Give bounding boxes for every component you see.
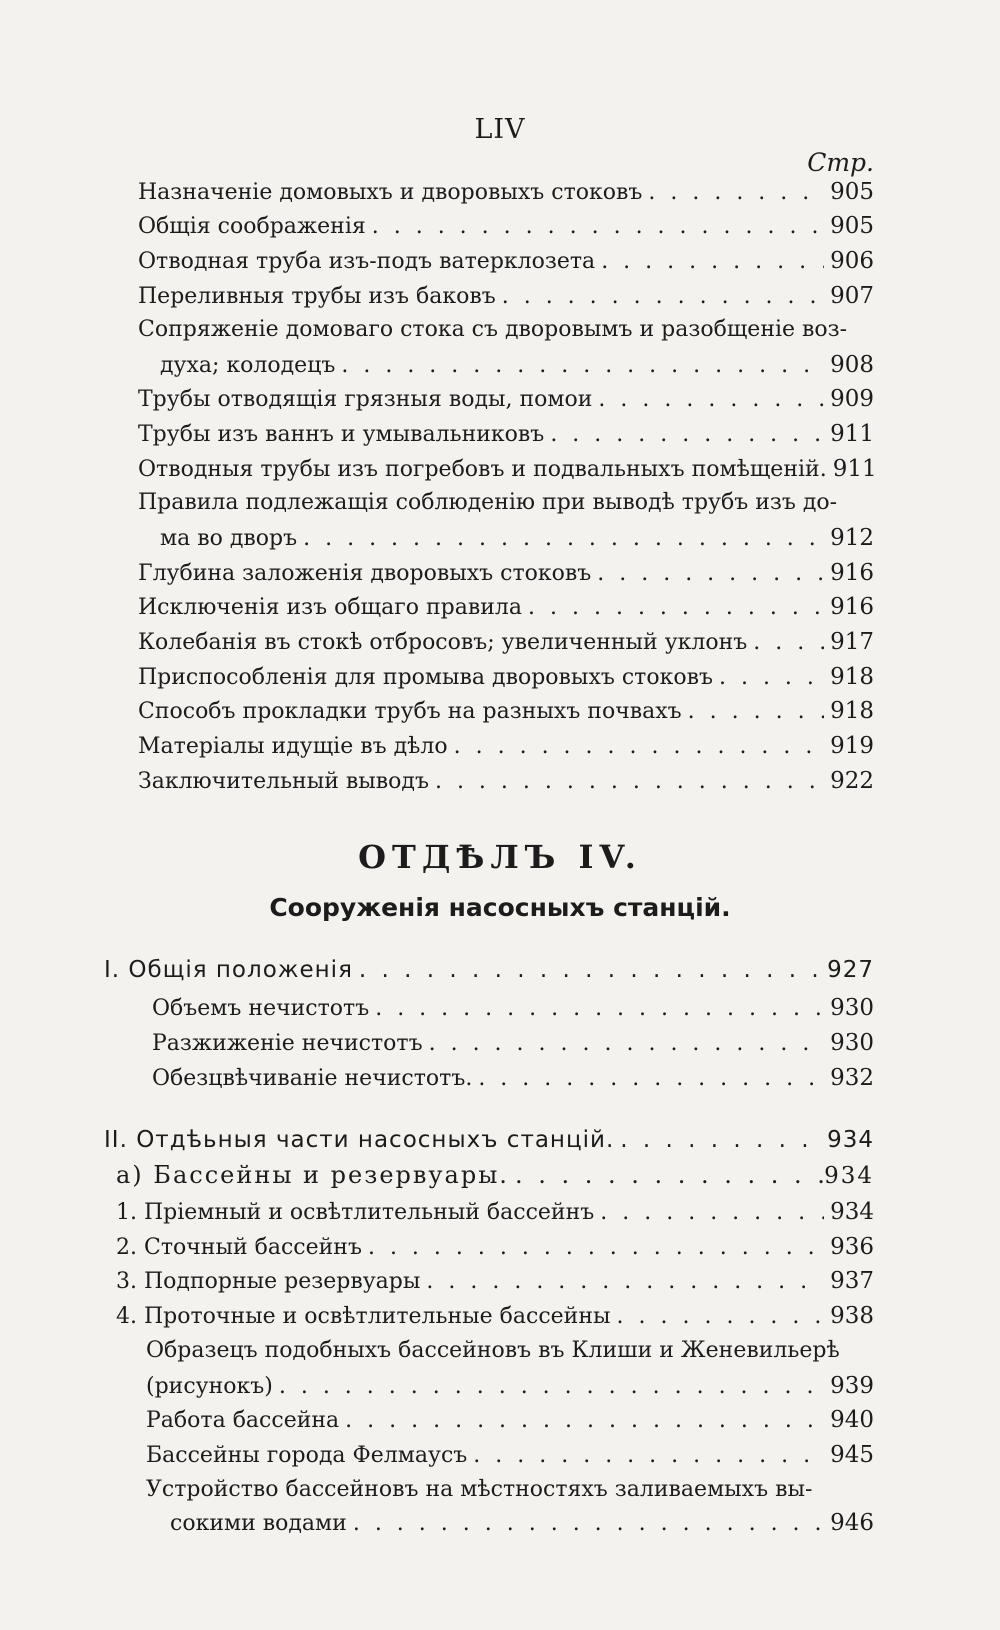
toc-entry <box>152 1063 874 1094</box>
toc-entry <box>146 1371 874 1402</box>
toc-entry-page: 911 <box>832 456 877 482</box>
toc-entry <box>138 384 874 415</box>
toc-entry <box>138 592 874 623</box>
toc-entry-title: 3. Подпорные резервуары <box>116 1269 421 1294</box>
toc-entry-title: сокими водами <box>170 1511 347 1536</box>
dot-leader <box>472 1064 824 1094</box>
dot-leader <box>642 178 824 208</box>
toc-entry-page: 945 <box>830 1442 874 1468</box>
toc-entry-title: Общія соображенія <box>138 214 366 239</box>
toc-entry <box>138 454 877 485</box>
toc-entry-page: 906 <box>830 248 874 274</box>
part-heading-title: I. Общія положенія <box>104 957 353 983</box>
dot-leader <box>423 1029 824 1059</box>
part-heading-page: 934 <box>827 1127 874 1153</box>
toc-entry <box>138 419 874 450</box>
dot-leader <box>420 1267 824 1297</box>
toc-entry-title: духа; колодецъ <box>160 353 336 378</box>
toc-entry <box>138 627 874 658</box>
toc-entry <box>116 1301 874 1332</box>
toc-entry <box>116 1266 874 1297</box>
toc-entry-page: 938 <box>830 1303 874 1329</box>
dot-leader <box>544 420 824 450</box>
toc-entry <box>138 662 874 693</box>
subsection-heading-title: а) Бассейны и резервуары. <box>116 1161 509 1189</box>
dot-leader <box>429 767 824 797</box>
toc-entry-page: 908 <box>830 352 874 378</box>
toc-entry-title: 2. Сточный бассейнъ <box>116 1235 362 1260</box>
toc-entry <box>138 246 874 277</box>
toc-entry-page: 916 <box>830 594 874 620</box>
toc-entry <box>152 1028 874 1059</box>
dot-leader <box>594 1198 824 1228</box>
toc-entry <box>160 350 874 381</box>
toc-entry-page: 930 <box>830 1030 874 1056</box>
toc-entry-title: 4. Проточные и освѣтлительные бассейны <box>116 1304 611 1329</box>
toc-entry-title: Приспособленія для промыва дворовыхъ стоковъ <box>138 665 713 690</box>
toc-entry <box>146 1440 874 1471</box>
dot-leader <box>682 697 824 727</box>
dot-leader <box>496 282 824 312</box>
toc-entry-page: 946 <box>830 1510 874 1536</box>
toc-entry-page: 918 <box>830 664 874 690</box>
toc-entry-page: 917 <box>830 629 874 655</box>
dot-leader <box>366 212 824 242</box>
toc-entry-title: Матеріалы идущіе въ дѣло <box>138 734 448 759</box>
dot-leader <box>448 732 824 762</box>
toc-entry-page: 922 <box>830 768 874 794</box>
toc-entry-page: 930 <box>830 995 874 1021</box>
toc-entry-page: 916 <box>830 560 874 586</box>
toc-entry-title: Переливныя трубы изъ баковъ <box>138 284 496 309</box>
toc-entry-title: 1. Пріемный и освѣтлительный бассейнъ <box>116 1200 595 1225</box>
toc-entry-page: 912 <box>830 525 874 551</box>
dot-leader <box>592 385 824 415</box>
toc-entry-title: Трубы отводящія грязныя воды, помои <box>138 387 593 412</box>
toc-entry-title: Назначеніе домовыхъ и дворовыхъ стоковъ <box>138 180 643 205</box>
toc-entry-page: 918 <box>830 698 874 724</box>
toc-entry-title: Трубы изъ ваннъ и умывальниковъ <box>138 422 545 447</box>
toc-entry-page: 936 <box>830 1234 874 1260</box>
toc-entry-title: Работа бассейна <box>146 1408 340 1433</box>
dot-leader <box>353 955 824 985</box>
toc-entry-title: Заключительный выводъ <box>138 769 429 794</box>
subsection-heading-page: 934 <box>824 1163 874 1189</box>
toc-entry-page: 940 <box>830 1407 874 1433</box>
toc-entry <box>160 523 874 554</box>
toc-entry-title: Глубина заложенія дворовыхъ стоковъ <box>138 561 592 586</box>
dot-leader <box>347 1509 824 1539</box>
dot-leader <box>509 1160 824 1190</box>
toc-entry-page: 909 <box>830 386 874 412</box>
toc-entry-title: Отводныя трубы изъ погребовъ и подвальныхъ помѣщеній. <box>138 457 827 482</box>
toc-entry <box>116 1197 874 1228</box>
toc-entry-page: 905 <box>830 213 874 239</box>
toc-entry-title: Исключенія изъ общаго правила <box>138 595 523 620</box>
toc-entry-title: Бассейны города Фелмаусъ <box>146 1443 468 1468</box>
toc-entry <box>146 1405 874 1436</box>
dot-leader <box>747 628 824 658</box>
toc-entry-page: 911 <box>830 421 874 447</box>
toc-entry-title: Разжиженіе нечистотъ <box>152 1031 423 1056</box>
dot-leader <box>297 524 824 554</box>
page-column-heading: Стр. <box>807 148 874 177</box>
toc-entry-title: Отводная труба изъ-подъ ватерклозета <box>138 249 596 274</box>
part-heading-page: 927 <box>827 957 874 983</box>
dot-leader <box>362 1233 824 1263</box>
toc-entry <box>170 1508 874 1539</box>
dot-leader <box>611 1302 824 1332</box>
page-number: LIV <box>474 114 526 145</box>
toc-entry-title-line1: Сопряженіе домоваго стока съ дворовымъ и разобщеніе воз- <box>138 317 848 342</box>
toc-entry-title: Способъ прокладки трубъ на разныхъ почвахъ <box>138 699 682 724</box>
toc-entry <box>116 1232 874 1263</box>
toc-entry-title: ма во дворъ <box>160 526 298 551</box>
dot-leader <box>273 1372 824 1402</box>
dot-leader <box>467 1441 824 1471</box>
dot-leader <box>522 593 824 623</box>
dot-leader <box>591 559 824 589</box>
toc-entry-title: Колебанія въ стокѣ отбросовъ; увеличенный уклонъ <box>138 630 748 655</box>
toc-entry-title: (рисунокъ) <box>146 1374 273 1399</box>
toc-entry <box>138 211 874 242</box>
toc-entry <box>152 993 874 1024</box>
toc-entry <box>138 281 874 312</box>
toc-entry-page: 934 <box>830 1199 874 1225</box>
section-subtitle: Сооруженія насосныхъ станцій. <box>269 893 731 922</box>
dot-leader <box>614 1125 824 1155</box>
toc-entry-page: 932 <box>830 1065 874 1091</box>
toc-entry <box>138 177 874 208</box>
toc-entry-page: 939 <box>830 1373 874 1399</box>
toc-entry-title: Обезцвѣчиваніе нечистотъ. <box>152 1066 473 1091</box>
toc-entry <box>138 731 874 762</box>
toc-entry-page: 905 <box>830 179 874 205</box>
toc-entry-page: 919 <box>830 733 874 759</box>
part-heading <box>104 955 874 985</box>
toc-entry <box>138 696 874 727</box>
dot-leader <box>339 1406 824 1436</box>
toc-entry-title-line1: Устройство бассейновъ на мѣстностяхъ заливаемыхъ вы- <box>146 1477 813 1502</box>
dot-leader <box>713 663 824 693</box>
toc-entry-page: 937 <box>830 1268 874 1294</box>
dot-leader <box>369 994 824 1024</box>
toc-entry-page: 907 <box>830 283 874 309</box>
dot-leader <box>335 351 824 381</box>
toc-entry-title-line1: Образецъ подобныхъ бассейновъ въ Клиши и Женевильерѣ <box>146 1338 840 1363</box>
part-heading-title: II. Отдѣьныя части насосныхъ станцій. <box>104 1127 615 1153</box>
subsection-heading <box>116 1160 874 1191</box>
toc-entry <box>138 558 874 589</box>
part-heading <box>104 1125 874 1155</box>
toc-entry <box>138 766 874 797</box>
toc-entry-title: Объемъ нечистотъ <box>152 996 370 1021</box>
section-title: ОТДѢЛЪ IV. <box>358 838 642 876</box>
dot-leader <box>595 247 824 277</box>
toc-entry-title-line1: Правила подлежащія соблюденію при выводѣ трубъ изъ до- <box>138 490 838 515</box>
